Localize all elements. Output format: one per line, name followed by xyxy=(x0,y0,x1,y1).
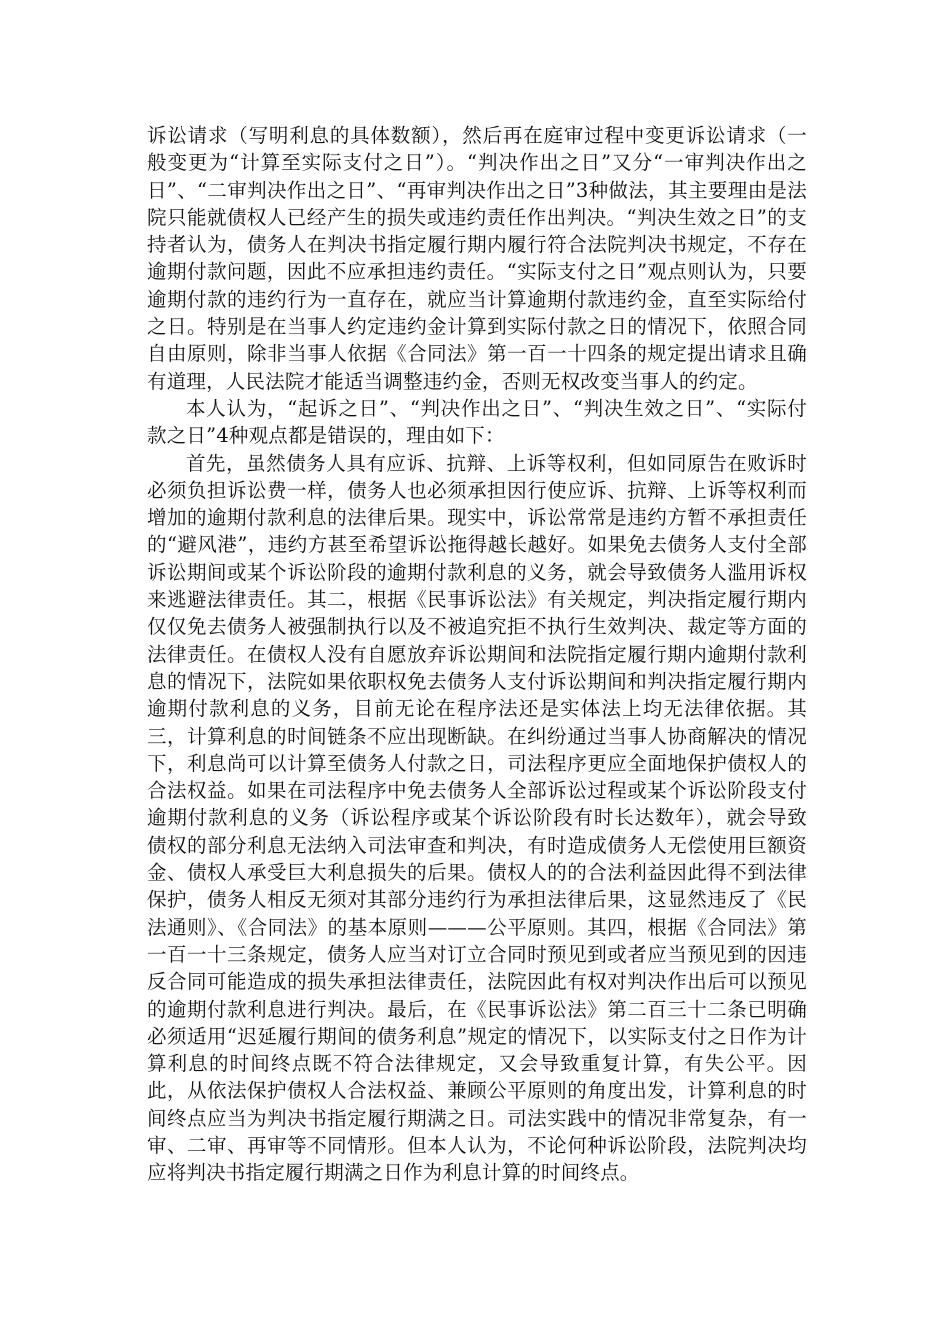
paragraph-reasons: 首先，虽然债务人具有应诉、抗辩、上诉等权利，但如同原告在败诉时必须负担诉讼费一样，债务人也必须承担因行使应诉、抗辩、上诉等权利而增加的逾期付款利息的法律后果。现实中，诉讼常常是违约方暂不承担责任的“避风港”，违约方甚至希望诉讼拖得越长越好。如果免去债务人支付全部诉讼期间或某个诉讼阶段的逾期付款利息的义务，就会导致债务人滥用诉权来逃避法律责任。其二，根据《民事诉讼法》有关规定，判决指定履行期内仅仅免去债务人被强制执行以及不被追究拒不执行生效判决、裁定等方面的法律责任。在债权人没有自愿放弃诉讼期间和法院指定履行期内逾期付款利息的情况下，法院如果依职权免去债务人支付诉讼期间和判决指定履行期内逾期付款利息的义务，目前无论在程序法还是实体法上均无法律依据。其三，计算利息的时间链条不应出现断缺。在纠纷通过当事人协商解决的情况下，利息尚可以计算至债务人付款之日，司法程序更应全面地保护债权人的合法权益。如果在司法程序中免去债务人全部诉讼过程或某个诉讼阶段支付逾期付款利息的义务（诉讼程序或某个诉讼阶段有时长达数年），就会导致债权的部分利息无法纳入司法审查和判决，有时造成债务人无偿使用巨额资金、债权人承受巨大利息损失的后果。债权人的的合法利益因此得不到法律保护，债务人相反无须对其部分违约行为承担法律后果，这显然违反了《民法通则》、《合同法》的基本原则———公平原则。其四，根据《合同法》第一百一十三条规定，债务人应当对订立合同时预见到或者应当预见到的因违反合同可能造成的损失承担法律责任，法院因此有权对判决作出后可以预见的逾期付款利息进行判决。最后，在《民事诉讼法》第二百三十二条已明确必须适用“迟延履行期间的债务利息”规定的情况下，以实际支付之日作为计算利息的时间终点既不符合法律规定，又会导致重复计算，有失公平。因此，从依法保护债权人合法权益、兼顾公平原则的角度出发，计算利息的时间终点应当为判决书指定履行期满之日。司法实践中的情况非常复杂，有一审、二审、再审等不同情形。但本人认为，不论何种诉讼阶段，法院判决均应将判决书指定履行期满之日作为利息计算的时间终点。 xyxy=(147,451,807,1185)
document-body xyxy=(147,122,807,1187)
paragraph-opinion: 本人认为，“起诉之日”、“判决作出之日”、“判决生效之日”、“实际付款之日”4种观点都是错误的，理由如下： xyxy=(147,396,807,448)
paragraph-continuation: 诉讼请求（写明利息的具体数额），然后再在庭审过程中变更诉讼请求（一般变更为“计算至实际支付之日”）。“判决作出之日”又分“一审判决作出之日”、“二审判决作出之日”、“再审判决作出之日”3种做法，其主要理由是法院只能就债权人已经产生的损失或违约责任作出判决。“判决生效之日”的支持者认为，债务人在判决书指定履行期内履行符合法院判决书规定，不存在逾期付款问题，因此不应承担违约责任。“实际支付之日”观点则认为，只要逾期付款的违约行为一直存在，就应当计算逾期付款违约金，直至实际给付之日。特别是在当事人约定违约金计算到实际付款之日的情况下，依照合同自由原则，除非当事人依据《合同法》第一百一十四条的规定提出请求且确有道理，人民法院才能适当调整违约金，否则无权改变当事人的约定。 xyxy=(147,124,807,393)
